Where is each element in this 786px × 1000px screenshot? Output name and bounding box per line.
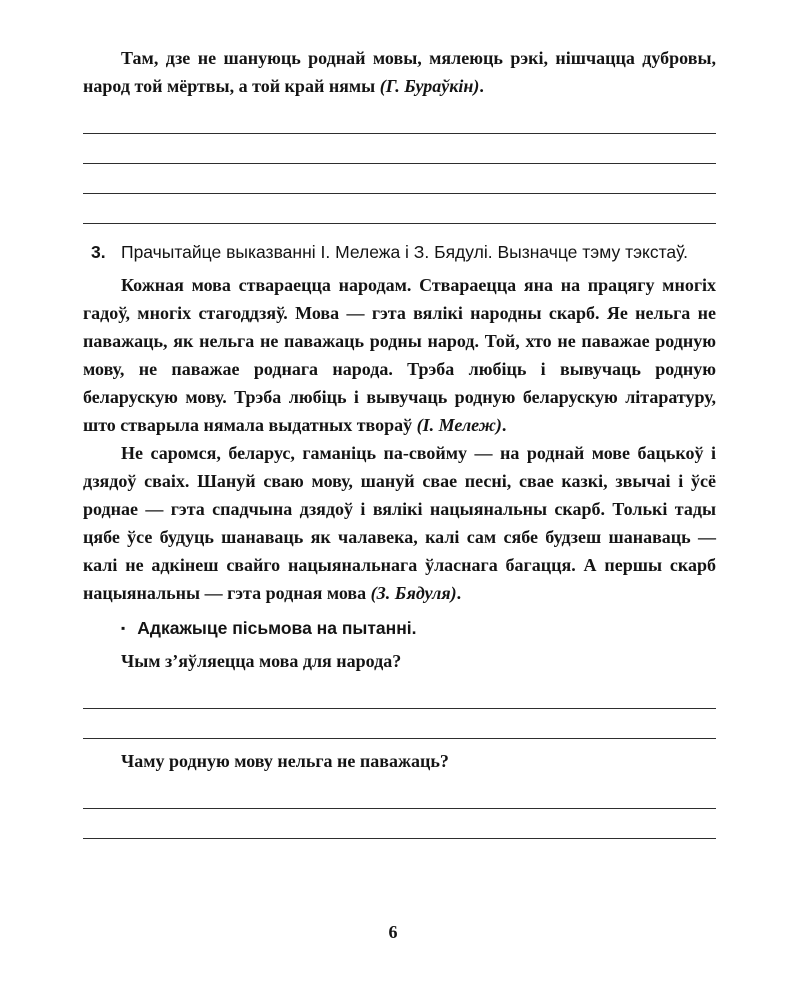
answer-line[interactable] bbox=[83, 104, 716, 134]
question-1: Чым з’яўляецца мова для народа? bbox=[121, 651, 402, 671]
answer-line[interactable] bbox=[83, 164, 716, 194]
exercise-header bbox=[83, 240, 716, 265]
answer-line[interactable] bbox=[83, 134, 716, 164]
question-2: Чаму родную мову нельга не паважаць? bbox=[121, 751, 449, 771]
answer-line[interactable] bbox=[83, 194, 716, 224]
quote-attribution: (Г. Бураўкін) bbox=[379, 76, 480, 96]
quote-paragraph bbox=[83, 44, 716, 100]
quote-text: Там, дзе не шануюць роднай мовы, мялеюць рэкі, нішчацца дубровы, народ той мёртвы, а той край нямы bbox=[83, 48, 716, 96]
exercise-number: 3. bbox=[91, 242, 106, 262]
passage-terminator: . bbox=[501, 415, 507, 435]
quote-terminator: . bbox=[479, 76, 484, 96]
passage-melezh bbox=[83, 271, 716, 439]
passage-text: Кожная мова ствараецца народам. Ствараецца яна на працягу многіх гадоў, многіх стагоддзяў. Мова — гэта вялікі народны скарб. Яе нельга не паважаць, як нельга не паважаць родны народ. Той, хто не паважае родную мову, не паважае роднага народа. Трэба любіць і вывучаць родную беларускую мову. Трэба любіць і вывучаць родную беларускую літаратуру, што стварыла нямала выдатных твораў bbox=[83, 275, 716, 435]
passage-attribution: (З. Бядуля) bbox=[370, 583, 457, 603]
passage-text: Не саромся, беларус, гаманіць па-свойму — на роднай мове бацькоў і дзядоў сваіх. Шануй сваю мову, шануй свае песні, свае казкі, звычаі і ўсё роднае — гэта спадчына дзядоў і вялікі нацыянальны скарб. Толькі тады цябе ўсе будуць шанаваць як чалавека, калі сам сябе будзеш шанаваць — калі не адкінеш свайго нацыянальнага ўласнага багацця. А першы скарб нацыянальны — гэта родная мова bbox=[83, 443, 716, 603]
answer-line[interactable] bbox=[83, 779, 716, 809]
passage-terminator: . bbox=[456, 583, 462, 603]
answer-line[interactable] bbox=[83, 809, 716, 839]
passage-byadulya bbox=[83, 439, 716, 607]
answer-lines-question-1 bbox=[83, 679, 716, 739]
answer-line[interactable] bbox=[83, 679, 716, 709]
answer-lines-after-quote bbox=[83, 104, 716, 224]
square-bullet-icon: ▪ bbox=[121, 621, 126, 635]
page-content bbox=[83, 44, 716, 839]
passage-attribution: (І. Мележ) bbox=[416, 415, 502, 435]
answer-line[interactable] bbox=[83, 709, 716, 739]
page-number: 6 bbox=[388, 922, 398, 942]
exercise-instruction: Прачытайце выказванні І. Мележа і З. Бядулі. Вызначце тэму тэкстаў. bbox=[121, 242, 689, 262]
answer-lines-question-2 bbox=[83, 779, 716, 839]
task-label: Адкажыце пісьмова на пытанні. bbox=[137, 618, 417, 638]
written-task bbox=[121, 615, 716, 641]
